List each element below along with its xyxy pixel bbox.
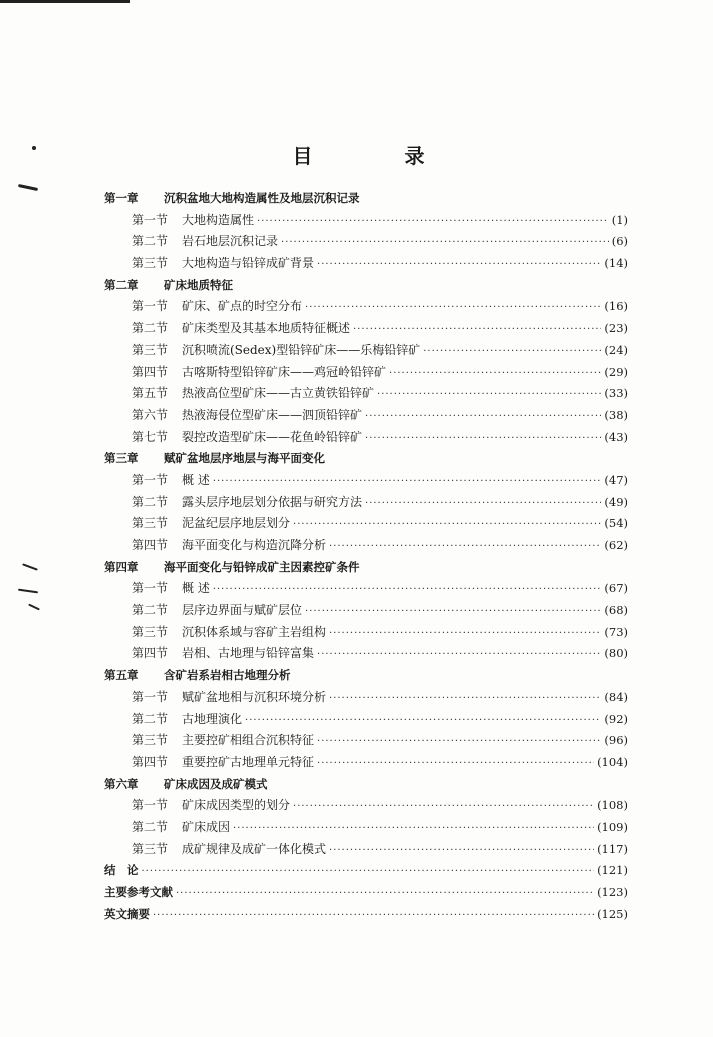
section-title: 重要控矿古地理单元特征 bbox=[182, 754, 315, 769]
toc-section[interactable] bbox=[104, 210, 628, 232]
section-number: 第一节 bbox=[132, 581, 169, 596]
section-title: 岩相、古地理与铅锌富集 bbox=[182, 646, 315, 661]
toc-section[interactable] bbox=[104, 643, 628, 665]
dot-leader bbox=[389, 363, 601, 385]
chapter-title: 矿床地质特征 bbox=[164, 277, 233, 292]
chapter-number: 第三章 bbox=[104, 451, 139, 466]
table-of-contents bbox=[104, 188, 628, 925]
dot-leader bbox=[317, 731, 601, 753]
toc-section[interactable] bbox=[104, 730, 628, 752]
page-number: (84) bbox=[604, 689, 628, 704]
page-number: (1) bbox=[611, 212, 628, 227]
section-number: 第二节 bbox=[132, 494, 169, 509]
dot-leader bbox=[377, 384, 601, 406]
page-number: (73) bbox=[604, 624, 628, 639]
section-title: 裂控改造型矿床——花鱼岭铅锌矿 bbox=[182, 429, 363, 444]
dot-leader bbox=[257, 211, 609, 233]
page-number: (104) bbox=[597, 754, 628, 769]
dot-leader bbox=[293, 796, 594, 818]
chapter-title: 赋矿盆地层序地层与海平面变化 bbox=[164, 451, 325, 466]
section-title: 矿床类型及其基本地质特征概述 bbox=[182, 321, 351, 336]
toc-section[interactable] bbox=[104, 253, 628, 275]
section-title: 古喀斯特型铅锌矿床——鸡冠岭铅锌矿 bbox=[182, 364, 387, 379]
section-title: 热液高位型矿床——古立黄铁铅锌矿 bbox=[182, 386, 375, 401]
toc-chapter[interactable] bbox=[104, 188, 628, 210]
toc-section[interactable] bbox=[104, 817, 628, 839]
section-title: 矿床成因类型的划分 bbox=[182, 798, 291, 813]
toc-section[interactable] bbox=[104, 578, 628, 600]
page-number: (16) bbox=[604, 299, 628, 314]
section-number: 第四节 bbox=[132, 646, 169, 661]
section-number: 第三节 bbox=[132, 342, 169, 357]
section-number: 第二节 bbox=[132, 711, 169, 726]
toc-section[interactable] bbox=[104, 405, 628, 427]
end-item-title: 主要参考文献 bbox=[104, 885, 173, 899]
section-title: 概 述 bbox=[182, 472, 210, 487]
section-number: 第二节 bbox=[132, 234, 169, 249]
dot-leader bbox=[317, 753, 594, 775]
page-title: 目 录 bbox=[292, 144, 461, 168]
section-title: 泥盆纪层序地层划分 bbox=[182, 516, 291, 531]
section-title: 成矿规律及成矿一体化模式 bbox=[182, 841, 327, 856]
margin-speck bbox=[22, 563, 38, 570]
dot-leader bbox=[329, 623, 601, 645]
toc-section[interactable] bbox=[104, 318, 628, 340]
section-title: 赋矿盆地相与沉积环境分析 bbox=[182, 689, 327, 704]
page-number: (49) bbox=[604, 494, 628, 509]
section-title: 海平面变化与构造沉降分析 bbox=[182, 538, 327, 552]
page-number: (47) bbox=[604, 472, 628, 487]
toc-end-item[interactable] bbox=[104, 860, 628, 882]
section-number: 第一节 bbox=[132, 798, 169, 813]
section-number: 第四节 bbox=[132, 538, 169, 552]
section-number: 第二节 bbox=[132, 819, 169, 834]
section-number: 第二节 bbox=[132, 603, 169, 618]
dot-leader bbox=[142, 861, 595, 883]
toc-end-item[interactable] bbox=[104, 882, 628, 904]
dot-leader bbox=[329, 840, 594, 862]
toc-chapter[interactable] bbox=[104, 448, 628, 470]
chapter-number: 第六章 bbox=[104, 776, 139, 791]
section-number: 第一节 bbox=[132, 299, 169, 314]
toc-chapter[interactable] bbox=[104, 665, 628, 687]
dot-leader bbox=[423, 341, 601, 363]
dot-leader bbox=[365, 406, 601, 428]
dot-leader bbox=[305, 297, 601, 319]
chapter-title: 海平面变化与铅锌成矿主因素控矿条件 bbox=[164, 559, 360, 574]
page-number: (23) bbox=[604, 321, 628, 336]
chapter-title: 沉积盆地大地构造属性及地层沉积记录 bbox=[164, 191, 360, 205]
toc-section[interactable] bbox=[104, 340, 628, 362]
toc-end-item[interactable] bbox=[104, 904, 628, 926]
dot-leader bbox=[317, 644, 601, 666]
dot-leader bbox=[329, 536, 601, 558]
page-number: (125) bbox=[597, 906, 628, 921]
toc-section[interactable] bbox=[104, 795, 628, 817]
section-title: 矿床成因 bbox=[182, 819, 231, 834]
toc-section[interactable] bbox=[104, 622, 628, 644]
chapter-number: 第五章 bbox=[104, 668, 139, 683]
margin-speck bbox=[28, 604, 40, 611]
section-number: 第一节 bbox=[132, 689, 169, 704]
toc-section[interactable] bbox=[104, 492, 628, 514]
toc-section[interactable] bbox=[104, 535, 628, 557]
end-item-title: 结 论 bbox=[104, 863, 139, 878]
section-title: 概 述 bbox=[182, 581, 210, 596]
section-number: 第三节 bbox=[132, 624, 169, 639]
dot-leader bbox=[153, 905, 594, 927]
page-number: (68) bbox=[604, 603, 628, 618]
margin-speck bbox=[18, 589, 38, 594]
toc-section[interactable] bbox=[104, 513, 628, 535]
page-number: (80) bbox=[604, 646, 628, 661]
section-number: 第二节 bbox=[132, 321, 169, 336]
margin-speck bbox=[18, 184, 38, 191]
page-number: (92) bbox=[604, 711, 628, 726]
page-number: (43) bbox=[604, 429, 628, 444]
section-number: 第三节 bbox=[132, 733, 169, 748]
section-number: 第三节 bbox=[132, 841, 169, 856]
dot-leader bbox=[176, 883, 594, 905]
section-title: 矿床、矿点的时空分布 bbox=[182, 299, 303, 314]
section-title: 大地构造与铅锌成矿背景 bbox=[182, 256, 315, 271]
toc-section[interactable] bbox=[104, 362, 628, 384]
page-number: (96) bbox=[604, 733, 628, 748]
section-title: 沉积喷流(Sedex)型铅锌矿床——乐梅铅锌矿 bbox=[182, 342, 421, 357]
toc-chapter[interactable] bbox=[104, 275, 628, 297]
toc-section[interactable] bbox=[104, 687, 628, 709]
page-number: (54) bbox=[604, 516, 628, 531]
dot-leader bbox=[365, 428, 601, 450]
section-number: 第七节 bbox=[132, 429, 169, 444]
section-number: 第三节 bbox=[132, 256, 169, 271]
page-number: (24) bbox=[604, 342, 628, 357]
page-number: (62) bbox=[604, 538, 628, 552]
section-title: 主要控矿相组合沉积特征 bbox=[182, 733, 315, 748]
page-number: (121) bbox=[597, 863, 628, 878]
toc-chapter[interactable] bbox=[104, 774, 628, 796]
section-title: 热液海侵位型矿床——泗顶铅锌矿 bbox=[182, 407, 363, 422]
section-number: 第三节 bbox=[132, 516, 169, 531]
section-number: 第六节 bbox=[132, 407, 169, 422]
page-number: (14) bbox=[604, 256, 628, 271]
dot-leader bbox=[233, 818, 594, 840]
toc-section[interactable] bbox=[104, 839, 628, 861]
page-number: (108) bbox=[597, 798, 628, 813]
page-number: (29) bbox=[604, 364, 628, 379]
page-number: (117) bbox=[597, 841, 628, 856]
dot-leader bbox=[213, 471, 602, 493]
toc-section[interactable] bbox=[104, 752, 628, 774]
toc-section[interactable] bbox=[104, 427, 628, 449]
toc-chapter[interactable] bbox=[104, 557, 628, 579]
section-number: 第一节 bbox=[132, 472, 169, 487]
chapter-number: 第一章 bbox=[104, 191, 139, 205]
toc-section[interactable] bbox=[104, 709, 628, 731]
chapter-title: 矿床成因及成矿模式 bbox=[164, 776, 268, 791]
dot-leader bbox=[317, 254, 601, 276]
scan-edge-mark bbox=[0, 0, 130, 3]
page-number: (109) bbox=[597, 819, 628, 834]
toc-section[interactable] bbox=[104, 600, 628, 622]
dot-leader bbox=[365, 493, 601, 515]
section-number: 第四节 bbox=[132, 754, 169, 769]
section-title: 岩石地层沉积记录 bbox=[182, 234, 279, 249]
section-title: 露头层序地层划分依据与研究方法 bbox=[182, 494, 363, 509]
dot-leader bbox=[213, 579, 602, 601]
dot-leader bbox=[329, 688, 601, 710]
toc-section[interactable] bbox=[104, 231, 628, 253]
page-number: (38) bbox=[604, 407, 628, 422]
section-title: 层序边界面与赋矿层位 bbox=[182, 603, 303, 618]
section-number: 第四节 bbox=[132, 364, 169, 379]
section-number: 第五节 bbox=[132, 386, 169, 401]
section-title: 古地理演化 bbox=[182, 711, 243, 726]
chapter-title: 含矿岩系岩相古地理分析 bbox=[164, 668, 291, 683]
page-number: (67) bbox=[604, 581, 628, 596]
dot-leader bbox=[305, 601, 601, 623]
page-number: (33) bbox=[604, 386, 628, 401]
dot-leader bbox=[245, 710, 601, 732]
toc-section[interactable] bbox=[104, 296, 628, 318]
toc-section[interactable] bbox=[104, 383, 628, 405]
chapter-number: 第四章 bbox=[104, 559, 139, 574]
section-title: 沉积体系域与容矿主岩组构 bbox=[182, 624, 327, 639]
dot-leader bbox=[353, 319, 601, 341]
section-title: 大地构造属性 bbox=[182, 212, 255, 227]
toc-section[interactable] bbox=[104, 470, 628, 492]
section-number: 第一节 bbox=[132, 212, 169, 227]
dot-leader bbox=[281, 232, 609, 254]
page-number: (6) bbox=[611, 234, 628, 249]
chapter-number: 第二章 bbox=[104, 277, 139, 292]
end-item-title: 英文摘要 bbox=[104, 906, 150, 921]
dot-leader bbox=[293, 514, 601, 536]
page-number: (123) bbox=[597, 885, 628, 899]
